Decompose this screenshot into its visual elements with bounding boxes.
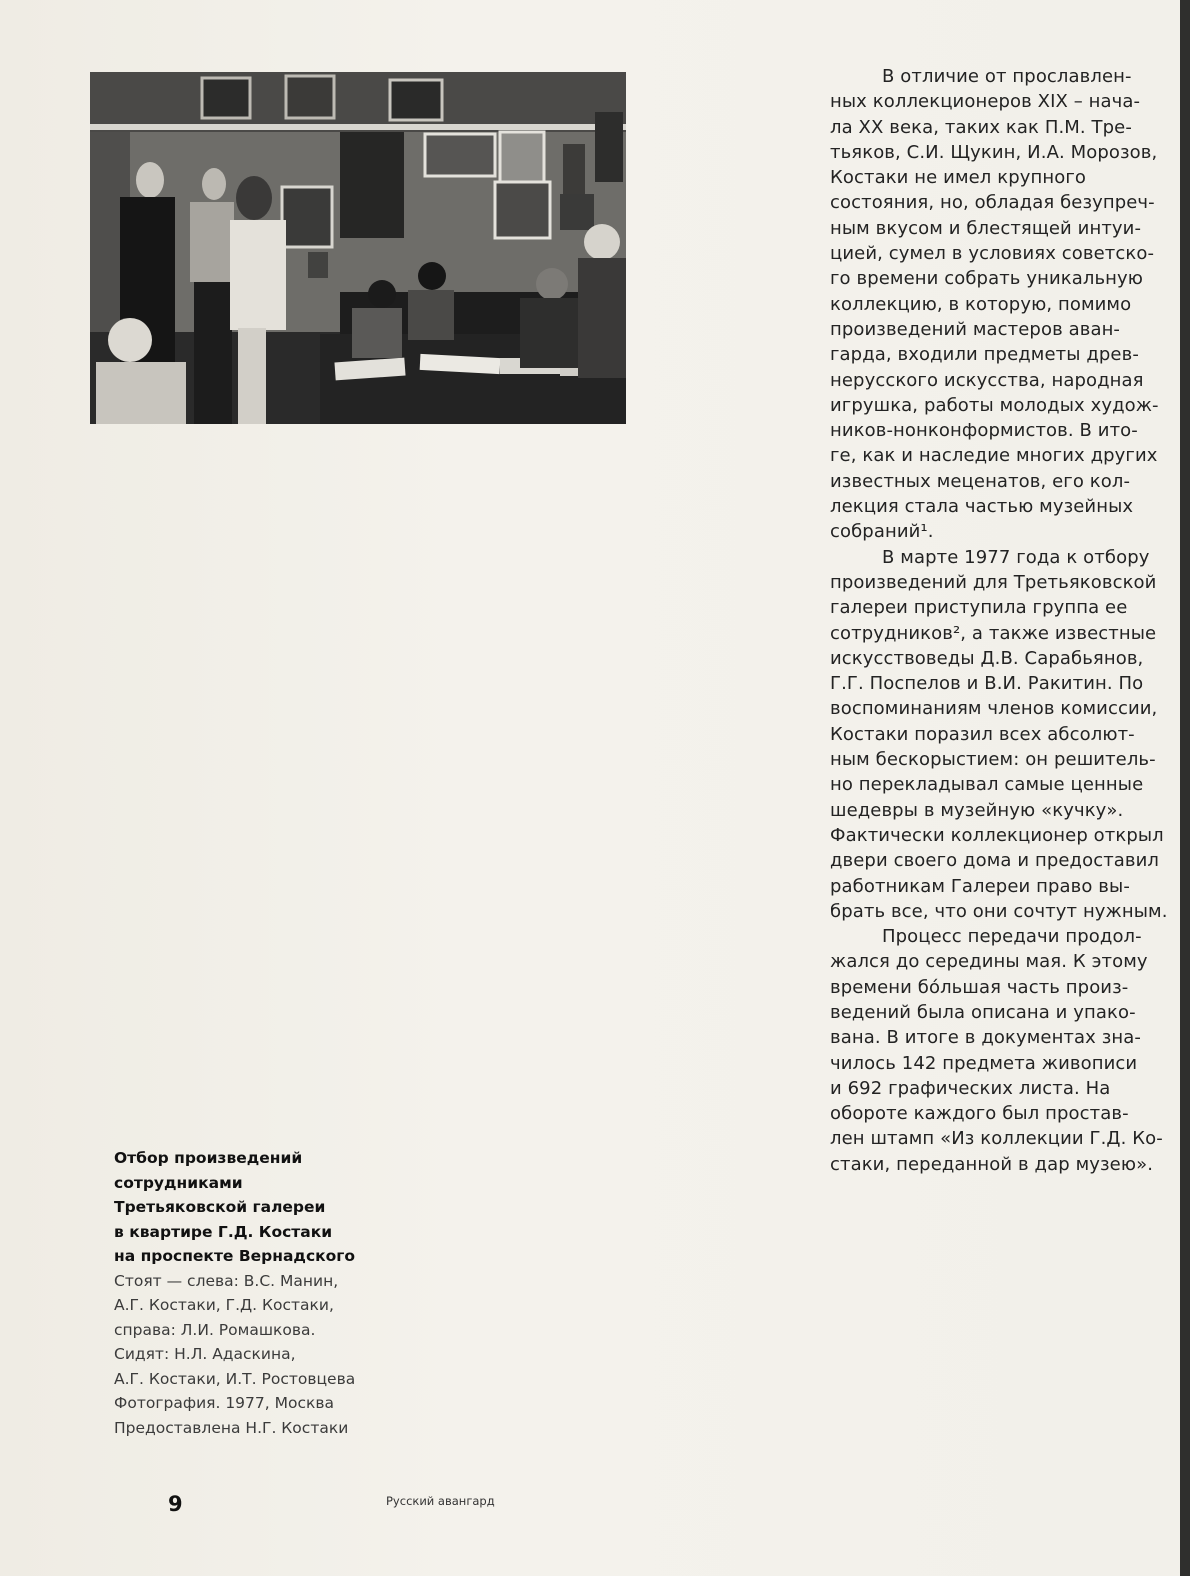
archival-photograph <box>90 72 626 424</box>
article-body-text <box>830 64 1180 1177</box>
text-line: игрушка, работы молодых худож- <box>830 394 1159 416</box>
text-line: воспоминаниям членов комиссии, <box>830 698 1158 720</box>
text-line: галереи приступила группа ее <box>830 597 1128 619</box>
text-line: шедевры в музейную «кучку». <box>830 799 1124 821</box>
caption-title-line: Третьяковской галереи <box>114 1198 326 1216</box>
text-line: искусствоведы Д.В. Сарабьянов, <box>830 647 1144 669</box>
text-line: Г.Г. Поспелов и В.И. Ракитин. По <box>830 673 1144 695</box>
text-line: ведений была описана и упако- <box>830 1001 1136 1023</box>
caption-body-line: А.Г. Костаки, И.Т. Ростовцева <box>114 1369 356 1388</box>
text-line: произведений для Третьяковской <box>830 571 1157 593</box>
text-line: брать все, что они сочтут нужным. <box>830 900 1168 922</box>
caption-body-line: А.Г. Костаки, Г.Д. Костаки, <box>114 1296 334 1314</box>
text-line: коллекцию, в которую, помимо <box>830 293 1132 315</box>
text-line: состояния, но, обладая безупреч- <box>830 192 1155 214</box>
text-line: ла XX века, таких как П.М. Тре- <box>830 116 1132 138</box>
text-line: цией, сумел в условиях советско- <box>830 243 1155 265</box>
text-line: стаки, переданной в дар музею». <box>830 1153 1154 1175</box>
text-line: жался до середины мая. К этому <box>830 951 1148 973</box>
page-number: 9 <box>168 1492 183 1516</box>
text-line: лен штамп «Из коллекции Г.Д. Ко- <box>830 1128 1163 1150</box>
caption-body-line: Сидят: Н.Л. Адаскина, <box>114 1345 296 1363</box>
caption-title-line: в квартире Г.Д. Костаки <box>114 1222 333 1241</box>
text-line: ных коллекционеров XIX – нача- <box>830 91 1141 113</box>
text-line: сотрудников², а также известные <box>830 622 1157 644</box>
text-line: времени бóльшая часть произ- <box>830 976 1129 998</box>
text-line: Костаки поразил всех абсолют- <box>830 723 1135 745</box>
text-line: собраний¹. <box>830 521 934 543</box>
text-line: тьяков, С.И. Щукин, И.А. Морозов, <box>830 141 1158 163</box>
running-title: Русский авангард <box>386 1494 495 1508</box>
caption-title <box>114 1146 394 1269</box>
photograph-image <box>90 72 626 424</box>
text-line: известных меценатов, его кол- <box>830 470 1131 492</box>
text-line: двери своего дома и предоставил <box>830 850 1160 872</box>
text-line: чилось 142 предмета живописи <box>830 1052 1138 1074</box>
caption-title-line: на проспекте Вернадского <box>114 1247 356 1265</box>
text-line: В марте 1977 года к отбору <box>882 546 1150 568</box>
text-line: и 692 графических листа. На <box>830 1077 1111 1099</box>
text-line: вана. В итоге в документах зна- <box>830 1027 1141 1049</box>
text-line: обороте каждого был простав- <box>830 1103 1129 1125</box>
caption-body-line: Фотография. 1977, Москва <box>114 1394 334 1412</box>
text-line: ным вкусом и блестящей интуи- <box>830 217 1142 239</box>
text-line: произведений мастеров аван- <box>830 318 1121 340</box>
caption-title-line: Отбор произведений <box>114 1149 303 1167</box>
text-line: го времени собрать уникальную <box>830 268 1144 290</box>
text-line: работникам Галереи право вы- <box>830 875 1130 897</box>
text-line: ным бескорыстием: он решитель- <box>830 749 1156 771</box>
text-line: Процесс передачи продол- <box>882 926 1142 948</box>
caption-body <box>114 1269 394 1441</box>
text-line: ге, как и наследие многих других <box>830 445 1158 467</box>
caption-body-line: Стоят — слева: В.С. Манин, <box>114 1271 339 1290</box>
text-line: но перекладывал самые ценные <box>830 774 1144 796</box>
text-line: Костаки не имел крупного <box>830 167 1087 189</box>
text-line: Фактически коллекционер открыл <box>830 824 1164 846</box>
text-line: лекция стала частью музейных <box>830 496 1134 518</box>
text-line: гарда, входили предметы древ- <box>830 344 1139 366</box>
caption-title-line: сотрудниками <box>114 1173 243 1192</box>
photo-caption <box>114 1146 394 1440</box>
caption-body-line: справа: Л.И. Ромашкова. <box>114 1320 316 1339</box>
text-line: нерусского искусства, народная <box>830 369 1144 391</box>
text-line: ников-нонконформистов. В ито- <box>830 420 1138 442</box>
caption-body-line: Предоставлена Н.Г. Костаки <box>114 1418 349 1437</box>
page-edge-shadow <box>1180 0 1190 1576</box>
text-line: В отличие от прославлен- <box>882 66 1132 87</box>
